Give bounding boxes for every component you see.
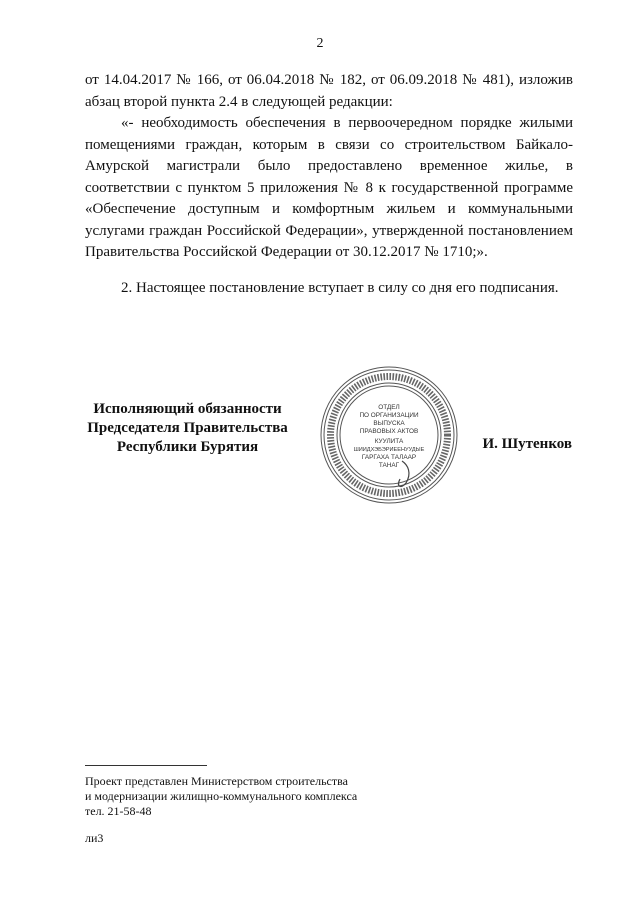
seal-text-line: КУУЛИТА <box>374 438 404 445</box>
signer-title-line: Республики Бурятия <box>116 439 259 455</box>
signer-title-line: Исполняющий обязанности <box>93 401 282 417</box>
seal-text-line: ШИИДХЭБЭРИЕЕНУУДЫЕ <box>353 447 425 453</box>
paragraph-continuation: от 14.04.2017 № 166, от 06.04.2018 № 182, от 06.09.2018 № 481), изложив абзац второй пункта 2.4 в следующей редакции: <box>85 72 573 110</box>
seal-text-line: ОТДЕЛ <box>378 404 400 411</box>
seal-text-line: ГАРГАХА ТАЛААР <box>361 454 417 461</box>
seal-text-line: ВЫПУСКА <box>373 420 405 427</box>
footnote-line: и модернизации жилищно-коммунального комплекса <box>85 789 358 803</box>
seal-text-line: ТАНАГ <box>378 462 400 469</box>
page-number: 2 <box>316 36 324 51</box>
footnote-code: ли3 <box>85 831 104 845</box>
footnote-divider <box>85 765 207 766</box>
signer-title-line: Председателя Правительства <box>87 420 288 436</box>
seal-text-line: ПО ОРГАНИЗАЦИИ <box>359 412 419 419</box>
seal-text-line: ПРАВОВЫХ АКТОВ <box>359 428 419 435</box>
signer-name: И. Шутенков <box>482 436 572 452</box>
footnote-line: Проект представлен Министерством строительства <box>85 774 348 788</box>
paragraph-effective-date: 2. Настоящее постановление вступает в силу со дня его подписания. <box>121 279 559 296</box>
footnote-line: тел. 21-58-48 <box>85 804 152 818</box>
document-body <box>85 70 573 299</box>
paragraph-quoted-amendment: «- необходимость обеспечения в первоочередном порядке жилыми помещениями граждан, которым в связи со строительством Байкало-Амурской магистрали было предоставлено временное жилье, в соответствии с пунктом 5 приложения № 8 к государственной программе «Обеспечение доступным и комфортным жильем и коммунальными услугами граждан Российской Федерации», утвержденной постановлением Правительства Российской Федерации от 30.12.2017 № 1710;». <box>85 115 573 260</box>
official-seal-stamp <box>316 365 462 505</box>
footnote <box>85 774 357 846</box>
signer-title <box>85 400 290 457</box>
